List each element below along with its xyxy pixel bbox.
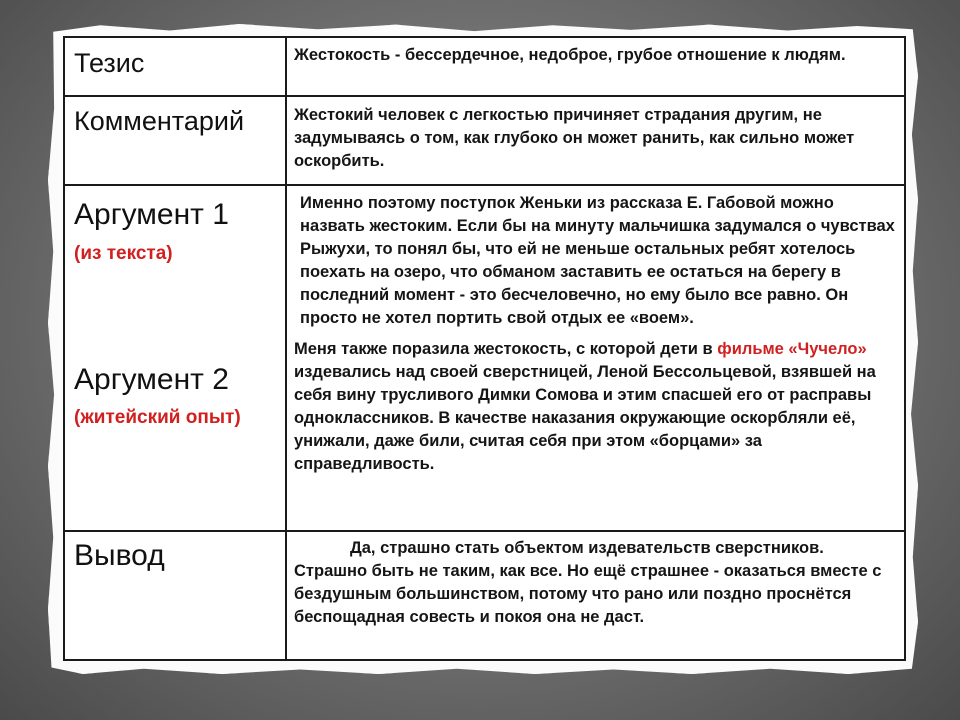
conclusion-label-cell [64, 531, 286, 660]
arguments-label-cell [64, 185, 286, 531]
arguments-text-cell [286, 185, 905, 531]
argument2-label: Аргумент 2 [74, 363, 229, 396]
argument1-sublabel: (из текста) [74, 243, 173, 264]
conclusion-text-cell [286, 531, 905, 660]
thesis-label: Тезис [74, 48, 145, 78]
thesis-label-cell [64, 37, 286, 96]
table-row-arguments [64, 185, 905, 531]
essay-structure-table [63, 36, 906, 661]
conclusion-label: Вывод [74, 539, 165, 572]
argument2-text-after: издевались над своей сверстницей, Леной Бессольцевой, взявшей на себя вину трусливого Димки Сомова и этим спасшей его от расправы одноклассников. В качестве наказания окружающие оскорбляли её, унижали, даже били, считая себя при этом «борцами» за справедливость. [294, 363, 876, 473]
film-title-highlight: фильме «Чучело» [717, 340, 867, 358]
comment-text-cell [286, 96, 905, 185]
conclusion-text: Да, страшно стать объектом издевательств сверстников. Страшно быть не таким, как все. Но ещё страшнее - оказаться вместе с бездушным большинством, потому что рано или поздно проснётся беспощадная совесть и покоя она не даст. [294, 539, 882, 626]
argument1-label: Аргумент 1 [74, 198, 229, 231]
table-row-thesis [64, 37, 905, 96]
argument2-sublabel: (житейский опыт) [74, 407, 241, 428]
comment-label: Комментарий [74, 106, 245, 136]
comment-text: Жестокий человек с легкостью причиняет страдания другим, не задумываясь о том, как глубоко он может ранить, как сильно может оскорбить. [294, 106, 855, 170]
argument2-text [287, 330, 904, 476]
table-row-comment [64, 96, 905, 185]
argument1-text: Именно поэтому поступок Женьки из рассказа Е. Габовой можно назвать жестоким. Если бы на минуту мальчишка задумался о чувствах Рыжухи, то понял бы, что ей не меньше остальных ребят хотелось поехать на озеро, что обманом заставить ее остаться на берегу в последний момент - это бесчеловечно, но ему было все равно. Он просто не хотел портить свой отдых ее «воем». [300, 194, 895, 327]
comment-label-cell [64, 96, 286, 185]
table-row-conclusion [64, 531, 905, 660]
thesis-text-cell [286, 37, 905, 96]
argument2-text-before: Меня также поразила жестокость, с которой дети в [294, 340, 718, 358]
thesis-text: Жестокость - бессердечное, недоброе, грубое отношение к людям. [294, 46, 846, 64]
